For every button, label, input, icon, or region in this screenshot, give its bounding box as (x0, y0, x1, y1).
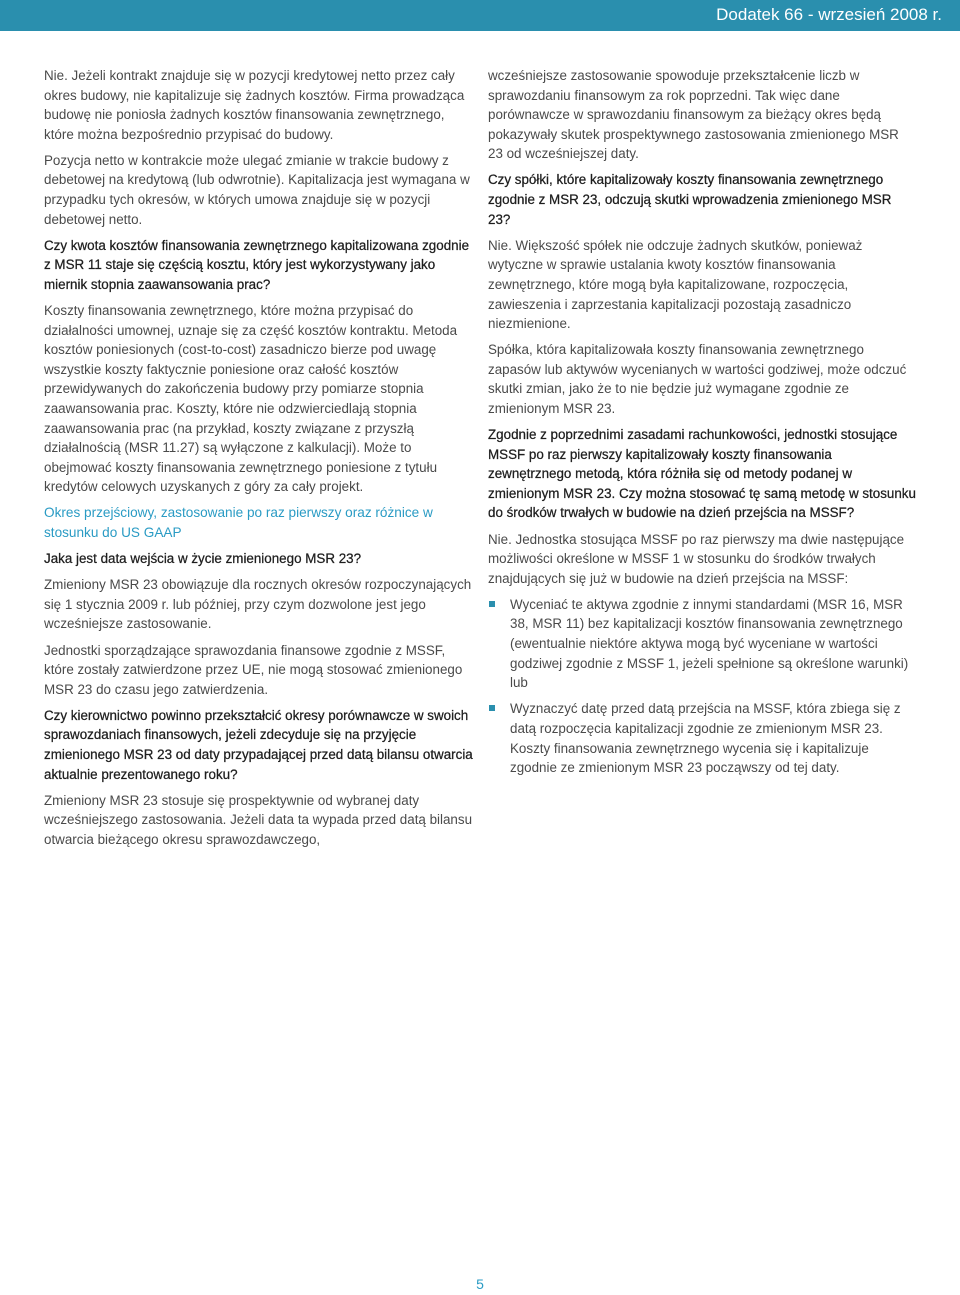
list-item-text: Wyceniać te aktywa zgodnie z innymi standardami (MSR 16, MSR 38, MSR 11) bez kapitalizacji kosztów finansowania zewnętrznego (ewentualnie niektóre aktywa mogą być wyceniane w wartości godziwej zgodnie z MSSF 1, jeżeli spełnione są określone warunki) lub (510, 596, 909, 691)
paragraph: Nie. Jeżeli kontrakt znajduje się w pozycji kredytowej netto przez cały okres budowy, nie kapitalizuje się żadnych kosztów. Firma prowadząca budowę nie poniosła żadnych kosztów finansowania zewnętrznego, które można bezpośrednio przypisać do budowy. (44, 68, 465, 142)
square-bullet-icon (489, 705, 495, 711)
list-item (488, 699, 916, 777)
paragraph: Nie. Jednostka stosująca MSSF po raz pierwszy ma dwie następujące możliwości określone w MSSF 1 w stosunku do środków trwałych znajdujących się już w budowie na dzień przejścia na MSSF: (488, 531, 905, 586)
paragraph: Zmieniony MSR 23 stosuje się prospektywnie od wybranej daty wcześniejszego zastosowania. Jeżeli data ta wypada przed datą bilansu otwarcia bieżącego okresu sprawozdawczego, (44, 792, 473, 847)
right-column (488, 66, 916, 784)
question: Czy spółki, które kapitalizowały koszty finansowania zewnętrznego zgodnie z MSR 23, odczują skutki wprowadzenia zmienionego MSR 23? (488, 172, 892, 227)
paragraph: Jednostki sporządzające sprawozdania finansowe zgodnie z MSSF, które zostały zatwierdzone przez UE, nie mogą stosować zmienionego MSR 23 do czasu jego zatwierdzenia. (44, 642, 463, 697)
paragraph: Zmieniony MSR 23 obowiązuje dla rocznych okresów rozpoczynających się 1 stycznia 2009 r. lub później, przy czym dozwolone jest jego wcześniejsze zastosowanie. (44, 577, 472, 632)
header-bar (0, 0, 960, 31)
page-number: 5 (476, 1276, 484, 1292)
paragraph: wcześniejsze zastosowanie spowoduje przekształcenie liczb w sprawozdaniu finansowym za rok poprzedni. Tak więc dane porównawcze w sprawozdaniu finansowym za bieżący okres będą pokazywały skutek prospektywnego zastosowania zmienionego MSR 23 od wcześniejszej daty. (488, 68, 899, 162)
paragraph: Nie. Większość spółek nie odczuje żadnych skutków, ponieważ wytyczne w sprawie ustalania kwoty kosztów finansowania zewnętrznego, które mogą była kapitalizowane, rozpoczęcia, zawieszenia i zaprzestania kapitalizacji pozostają zasadniczo niezmienione. (488, 237, 863, 332)
document-title: Dodatek 66 - wrzesień 2008 r. (716, 5, 942, 24)
question: Zgodnie z poprzednimi zasadami rachunkowości, jednostki stosujące MSSF po raz pierwszy kapitalizowały koszty finansowania zewnętrznego metodą, która różniła się od metody podanej w zmienionym MSR 23. Czy można stosować tę samą metodę w stosunku do środków trwałych w budowie na dzień przejścia na MSSF? (488, 427, 916, 521)
paragraph: Pozycja netto w kontrakcie może ulegać zmianie w trakcie budowy z debetowej na kredytową (lub odwrotnie). Kapitalizacja jest wymagana w przypadku tych okresów, w których umowa znajduje się w pozycji debetowej netto. (44, 152, 470, 227)
question: Czy kierownictwo powinno przekształcić okresy porównawcze w swoich sprawozdaniach finansowych, jeżeli zdecyduje się na przyjęcie zmienionego MSR 23 od daty przypadającej przed datą bilansu otwarcia aktualnie prezentowanego roku? (44, 707, 473, 782)
question: Jaka jest data wejścia w życie zmienionego MSR 23? (44, 551, 362, 567)
paragraph: Spółka, która kapitalizowała koszty finansowania zewnętrznego zapasów lub aktywów wycenianych w wartości godziwej, może odczuć skutki zmian, jako że to nie będzie już wymagane zgodnie ze zmienionym MSR 23. (488, 342, 907, 416)
left-column (44, 66, 474, 856)
bullet-list (488, 595, 916, 778)
square-bullet-icon (489, 601, 495, 607)
section-heading: Okres przejściowy, zastosowanie po raz pierwszy oraz różnice w stosunku do US GAAP (44, 505, 433, 541)
paragraph: Koszty finansowania zewnętrznego, które można przypisać do działalności umownej, uznaje się za część kosztów kontraktu. Metoda kosztów poniesionych (cost-to-cost) zasadniczo bierze pod uwagę wszystkie koszty faktycznie poniesione oraz całość kosztów przewidywanych do zakończenia budowy przy pomiarze stopnia zaawansowania prac. Koszty, które nie odzwierciedlają stopnia zaawansowania prac (na przykład, koszty związane z przyszłą działalnością (MSR 11.27) są wyłączone z kalkulacji). Może to obejmować koszty finansowania zewnętrznego poniesione z tytułu kredytów celowych uzyskanych z góry za cały projekt. (44, 303, 458, 495)
list-item (488, 595, 916, 693)
list-item-text: Wyznaczyć datę przed datą przejścia na MSSF, która zbiega się z datą rozpoczęcia kapitalizacji zgodnie ze zmienionym MSR 23. Koszty finansowania zewnętrznego wycenia się i kapitalizuje zgodnie ze zmienionym MSR 23 począwszy od tej daty. (510, 701, 901, 776)
question: Czy kwota kosztów finansowania zewnętrznego kapitalizowana zgodnie z MSR 11 staje się częścią kosztu, który jest wykorzystywany jako miernik stopnia zaawansowania prac? (44, 237, 470, 292)
